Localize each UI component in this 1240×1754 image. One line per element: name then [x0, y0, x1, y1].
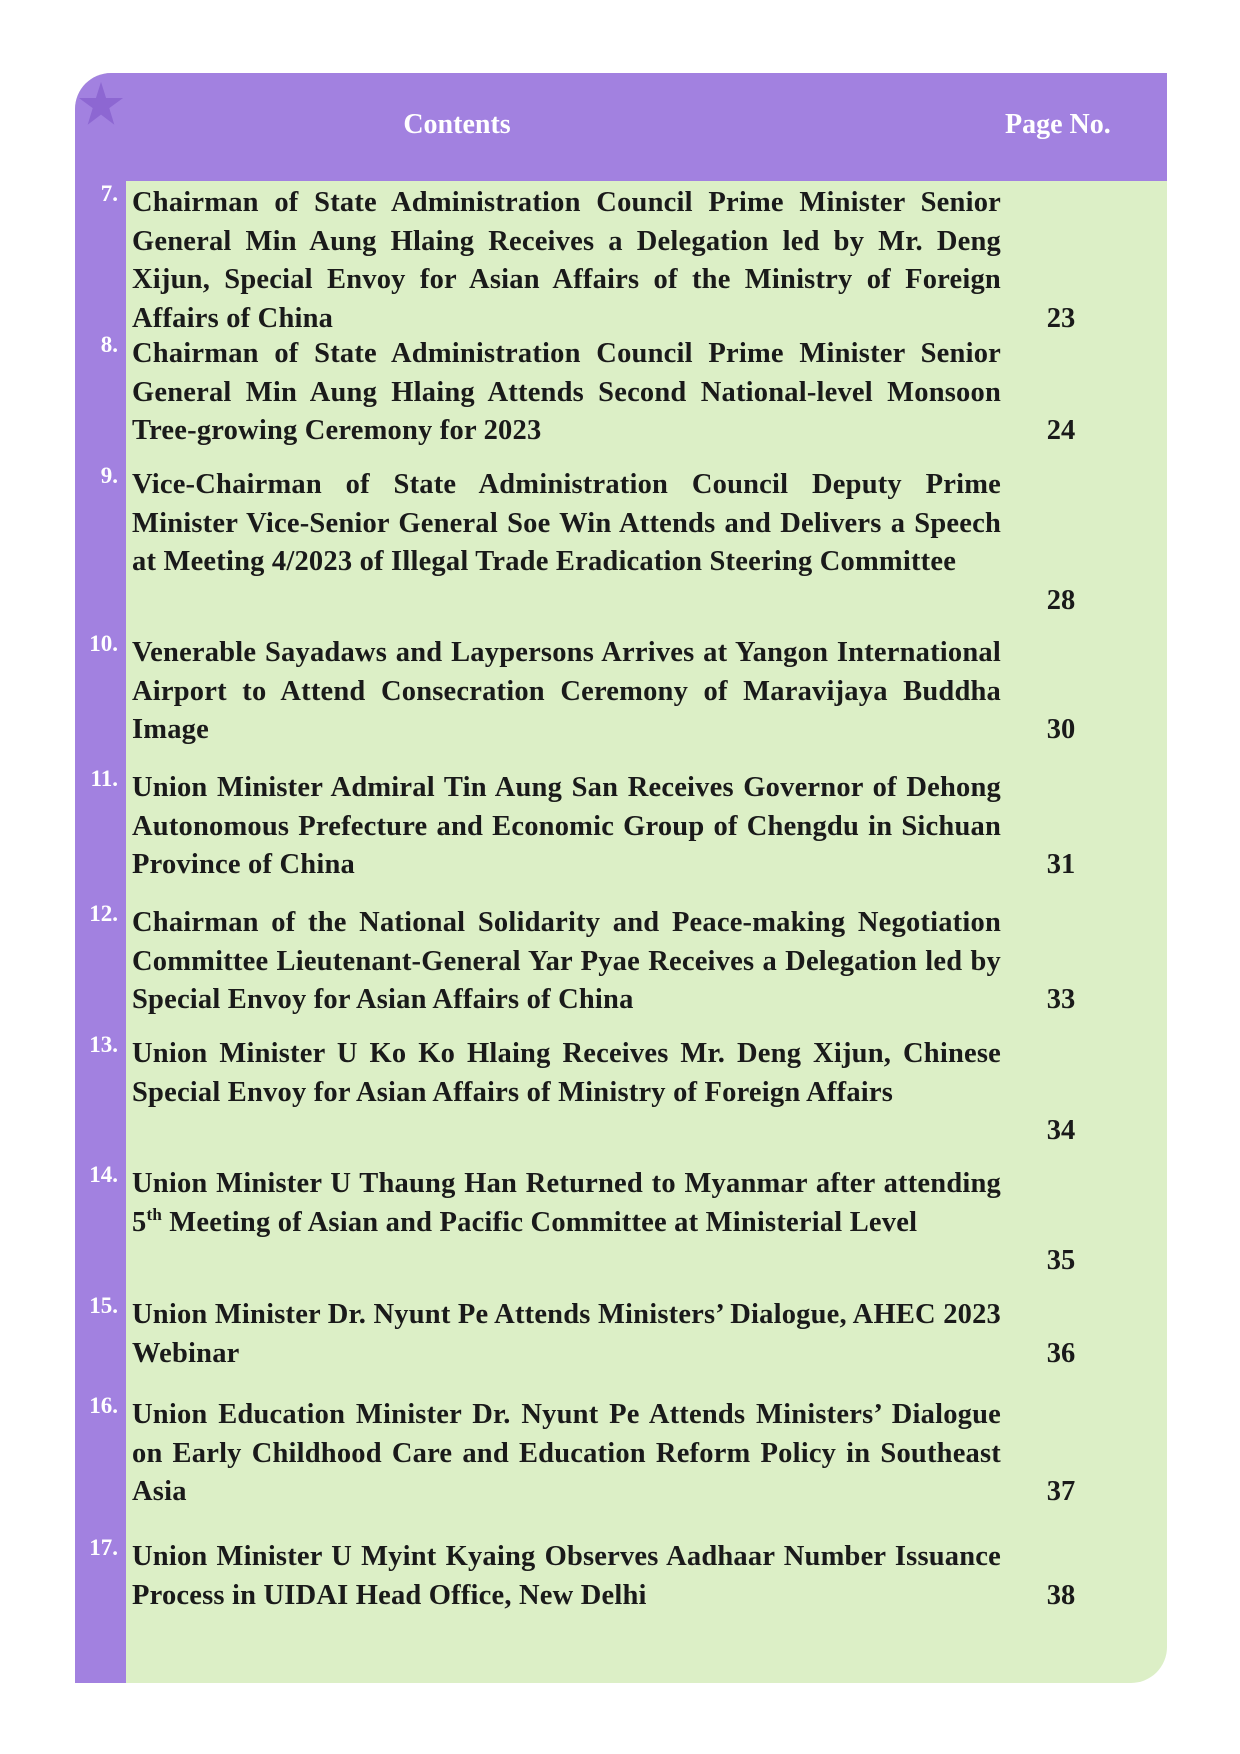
entry-page: 37: [1046, 1476, 1076, 1508]
entry-page: 24: [1046, 415, 1076, 447]
entry-number: 9.: [100, 463, 118, 488]
entry-page: 35: [1046, 1245, 1076, 1277]
entry-title: [132, 1165, 1001, 1242]
entry-page: 31: [1046, 849, 1076, 881]
entry-number: 14.: [89, 1162, 118, 1187]
entry-title: Union Minister Dr. Nyunt Pe Attends Ministers’ Dialogue, AHEC 2023 Webinar: [132, 1299, 1001, 1369]
contents-table: [75, 73, 1167, 1683]
entry-title: Union Minister U Ko Ko Hlaing Receives Mr. Deng Xijun, Chinese Special Envoy for Asian Affairs of Ministry of Foreign Affairs: [132, 1038, 1001, 1108]
entry-number: 16.: [89, 1393, 118, 1418]
entry-title: Chairman of State Administration Council Prime Minister Senior General Min Aung Hlaing Attends Second National-level Monsoon Tree-growing Ceremony for 2023: [132, 338, 1001, 447]
contents-heading: Contents: [403, 109, 511, 140]
entry-page: 36: [1046, 1337, 1076, 1369]
entry-title-text: Meeting of Asian and Pacific Committee at Ministerial Level: [161, 1206, 918, 1238]
entry-title: Chairman of State Administration Council Prime Minister Senior General Min Aung Hlaing Receives a Delegation led by Mr. Deng Xijun, Special Envoy for Asian Affairs of the Ministry of Foreign Affairs of China: [132, 187, 1001, 334]
entry-page: 38: [1046, 1579, 1076, 1611]
entry-number: 17.: [89, 1535, 118, 1560]
entry-page: 28: [1046, 584, 1076, 616]
entry-page: 34: [1046, 1115, 1076, 1147]
entry-title: Venerable Sayadaws and Laypersons Arrives at Yangon International Airport to Attend Consecration Ceremony of Maravijaya Buddha Image: [132, 637, 1001, 746]
entry-title: Chairman of the National Solidarity and Peace-making Negotiation Committee Lieutenant-General Yar Pyae Receives a Delegation led by Special Envoy for Asian Affairs of China: [132, 907, 1001, 1016]
entry-number: 12.: [89, 901, 118, 926]
ordinal-suffix: th: [146, 1204, 162, 1224]
entry-page: 23: [1046, 302, 1076, 334]
entry-number: 10.: [89, 631, 118, 656]
entry-title: Union Minister U Myint Kyaing Observes Aadhaar Number Issuance Process in UIDAI Head Office, New Delhi: [132, 1541, 1001, 1611]
side-strip: [75, 73, 126, 1683]
entry-number: 7.: [100, 181, 118, 206]
entry-number: 8.: [100, 332, 118, 357]
entry-title: Union Education Minister Dr. Nyunt Pe Attends Ministers’ Dialogue on Early Childhood Care and Education Reform Policy in Southeast Asia: [132, 1399, 1001, 1508]
page-number-heading: Page No.: [1005, 109, 1111, 140]
entry-page: 30: [1046, 714, 1076, 746]
entry-title: Vice-Chairman of State Administration Council Deputy Prime Minister Vice-Senior General Soe Win Attends and Delivers a Speech at Meeting 4/2023 of Illegal Trade Eradication Steering Committee: [132, 469, 1001, 578]
entry-title-text: Union Minister U Thaung Han Returned to Myanmar after attending 5: [132, 1168, 1001, 1238]
entry-number: 11.: [90, 766, 118, 791]
entry-number: 15.: [89, 1293, 118, 1318]
entry-title: Union Minister Admiral Tin Aung San Receives Governor of Dehong Autonomous Prefecture and Economic Group of Chengdu in Sichuan Province of China: [132, 772, 1001, 881]
star-icon: [78, 79, 124, 129]
entry-page: 33: [1046, 984, 1076, 1016]
entry-number: 13.: [89, 1032, 118, 1057]
